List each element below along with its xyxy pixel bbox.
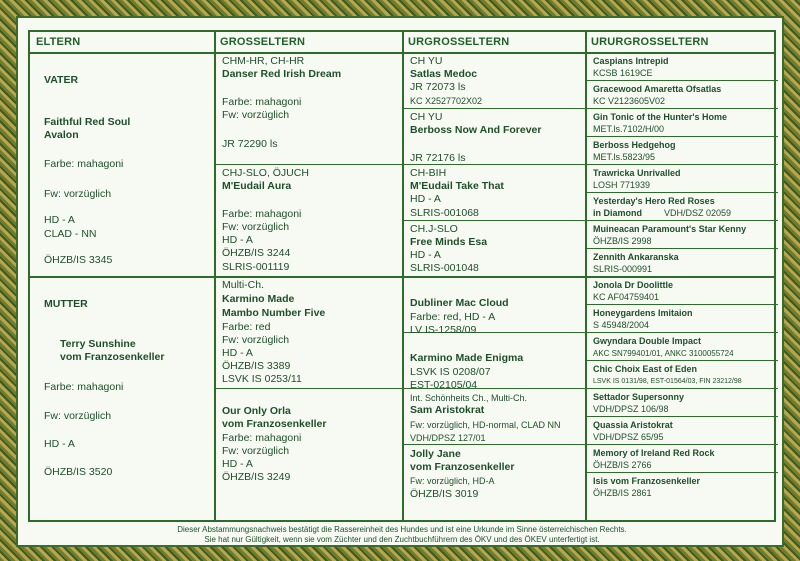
header-urgrosseltern: URGROSSELTERN [408,36,510,48]
ug2-name: Berboss Now And Forever [410,124,542,136]
row-divider [585,304,778,305]
ug2-title: CH YU [410,111,443,123]
uu-reg: ÖHZB/IS 2766 [593,460,652,470]
uu-reg: VDH/DSZ 02059 [664,208,732,218]
mutter-name-line2: vom Franzosenkeller [60,351,165,363]
gp-m1-farbe: Farbe: red [222,321,271,333]
uu-reg: LSVK IS 0131/98, EST-01564/03, FIN 23212/98 [593,378,742,385]
gp-v1-reg: JR 72290 ls [222,138,278,150]
ug5-name: Dubliner Mac Cloud [410,297,509,309]
vater-name-line1: Faithful Red Soul [44,116,131,128]
uu-name: Gwyndara Double Impact [593,336,702,346]
row-divider [585,192,778,193]
ug1-reg1: JR 72073 ls [410,81,466,93]
gp-m1-reg1: ÖHZB/IS 3389 [222,360,291,372]
uu-reg: ÖHZB/IS 2998 [593,236,652,246]
vater-farbe: Farbe: mahagoni [44,158,124,170]
vater-name-line2: Avalon [44,129,79,141]
ug6-reg2: EST-02105/04 [410,379,478,391]
gp-v1-title: CHM-HR, CH-HR [222,55,305,67]
uu-name: Yesterday's Hero Red Roses [593,196,715,206]
uu-reg: KC AF04759401 [593,292,660,302]
gp-v2-name: M'Eudail Aura [222,180,292,192]
uu-name: Memory of Ireland Red Rock [593,448,715,458]
parent-divider [30,276,774,278]
ug8-name2: vom Franzosenkeller [410,461,515,473]
vater-reg: ÖHZB/IS 3345 [44,254,113,266]
uu-reg: VDH/DPSZ 106/98 [593,404,669,414]
footer-line2: Sie hat nur Gültigkeit, wenn sie vom Züchter und den Zuchtbuchführern des ÖKV und des ÖKEV unterfertigt ist. [204,535,600,544]
row-divider [402,444,778,445]
mutter-farbe: Farbe: mahagoni [44,381,124,393]
uu-name-line2: in Diamond [593,208,642,218]
vater-fw: Fw: vorzüglich [44,188,112,200]
row-divider [585,416,778,417]
uu-name: Gin Tonic of the Hunter's Home [593,112,727,122]
row-divider [585,248,778,249]
gp-v2-reg2: SLRIS-001119 [222,261,290,273]
ug4-hd: HD - A [410,249,441,261]
row-divider [585,360,778,361]
mutter-reg: ÖHZB/IS 3520 [44,466,113,478]
gp-v1-name: Danser Red Irish Dream [222,68,342,80]
uu-name: Gracewood Amaretta Ofsatlas [593,84,722,94]
footer-note [28,525,776,545]
uu-name: Chic Choix East of Eden [593,364,698,374]
ug7-title: Int. Schönheits Ch., Multi-Ch. [410,393,528,403]
uu-name: Isis vom Franzosenkeller [593,476,701,486]
ug5-farbe: Farbe: red, HD - A [410,311,496,323]
gp-m1-fw: Fw: vorzüglich [222,334,290,346]
header-divider [30,52,774,54]
uu-name: Caspians Intrepid [593,56,669,66]
uu-name: Zennith Ankaranska [593,252,679,262]
row-divider [402,108,778,109]
uu-reg: VDH/DPSZ 65/95 [593,432,664,442]
ug4-reg: SLRIS-001048 [410,262,479,274]
uu-name: Muineacan Paramount's Star Kenny [593,224,747,234]
gp-m1-reg2: LSVK IS 0253/11 [222,373,302,385]
gp-m2-hd: HD - A [222,458,253,470]
uu-name: Honeygardens Imitaion [593,308,693,318]
header-eltern: ELTERN [36,36,81,48]
gp-v2-fw: Fw: vorzüglich [222,221,290,233]
uu-name: Jonola Dr Doolittle [593,280,674,290]
ug8-fw: Fw: vorzüglich, HD-A [410,476,495,486]
ug1-reg2: KC X2527702X02 [410,96,483,106]
uu-reg: AKC SN799401/01, ANKC 3100055724 [593,349,734,358]
ug3-title: CH-BIH [410,167,447,179]
mutter-hd: HD - A [44,438,75,450]
gp-m1-name1: Karmino Made [222,293,295,305]
mutter-name-line1: Terry Sunshine [60,338,136,350]
row-divider [585,136,778,137]
gp-m2-farbe: Farbe: mahagoni [222,432,302,444]
ug5-reg: LV IS-1258/09 [410,324,477,336]
gp-v1-fw: Fw: vorzüglich [222,109,290,121]
uu-name: Trawricka Unrivalled [593,168,681,178]
gp-v2-title: CHJ-SLO, ÖJUCH [222,167,309,179]
ug3-reg: SLRIS-001068 [410,207,479,219]
uu-reg: ÖHZB/IS 2861 [593,488,652,498]
footer-line1: Dieser Abstammungsnachweis bestätigt die Rassereinheit des Hundes und ist eine Urkunde im Sinne österreichischen Rechts. [177,525,627,534]
ug4-name: Free Minds Esa [410,236,488,248]
header-ururgrosseltern: URURGROSSELTERN [591,36,709,48]
ug3-name: M'Eudail Take That [410,180,504,192]
uu-name: Settador Supersonny [593,392,685,402]
ug1-title: CH YU [410,55,443,67]
header-grosseltern: GROSSELTERN [220,36,306,48]
pedigree-table [28,30,776,522]
gp-m2-reg: ÖHZB/IS 3249 [222,471,291,483]
gp-m1-hd: HD - A [222,347,253,359]
uu-name: Berboss Hedgehog [593,140,676,150]
gp-m1-name2: Mambo Number Five [222,307,326,319]
gp-v1-farbe: Farbe: mahagoni [222,96,302,108]
ug7-name: Sam Aristokrat [410,404,485,416]
gp-v2-hd: HD - A [222,234,253,246]
mutter-fw: Fw: vorzüglich [44,410,112,422]
ug4-title: CH.J-SLO [410,223,458,235]
row-divider [214,388,778,389]
uu-name: Quassia Aristokrat [593,420,673,430]
row-divider [585,80,778,81]
ug3-hd: HD - A [410,193,441,205]
ug8-name1: Jolly Jane [410,448,461,460]
row-divider [402,220,778,221]
row-divider [585,472,778,473]
gp-v2-reg1: ÖHZB/IS 3244 [222,247,291,259]
uu-reg: KC V2123605V02 [593,96,666,106]
gp-m1-title: Multi-Ch. [222,279,265,291]
vater-clad: CLAD - NN [44,228,97,240]
ug7-fw: Fw: vorzüglich, HD-normal, CLAD NN [410,420,561,430]
pedigree-certificate [16,16,784,547]
gp-m2-fw: Fw: vorzüglich [222,445,290,457]
ug1-name: Satlas Medoc [410,68,478,80]
gp-m2-name1: Our Only Orla [222,405,291,417]
uu-reg: MET.ls.5823/95 [593,152,656,162]
uu-reg: SLRIS-000991 [593,264,653,274]
ug6-reg1: LSVK IS 0208/07 [410,366,491,378]
uu-reg: MET.ls.7102/H/00 [593,124,665,134]
uu-reg: S 45948/2004 [593,320,650,330]
ug7-reg: VDH/DPSZ 127/01 [410,433,486,443]
ug8-reg: ÖHZB/IS 3019 [410,488,479,500]
uu-reg: KCSB 1619CE [593,68,653,78]
mutter-label: MUTTER [44,298,88,310]
row-divider [214,164,778,165]
ug2-reg: JR 72176 ls [410,152,466,164]
vater-label: VATER [44,74,79,86]
gp-v2-farbe: Farbe: mahagoni [222,208,302,220]
gp-m2-name2: vom Franzosenkeller [222,418,327,430]
ug6-name: Karmino Made Enigma [410,352,524,364]
uu-reg: LOSH 771939 [593,180,651,190]
vater-hd: HD - A [44,214,75,226]
